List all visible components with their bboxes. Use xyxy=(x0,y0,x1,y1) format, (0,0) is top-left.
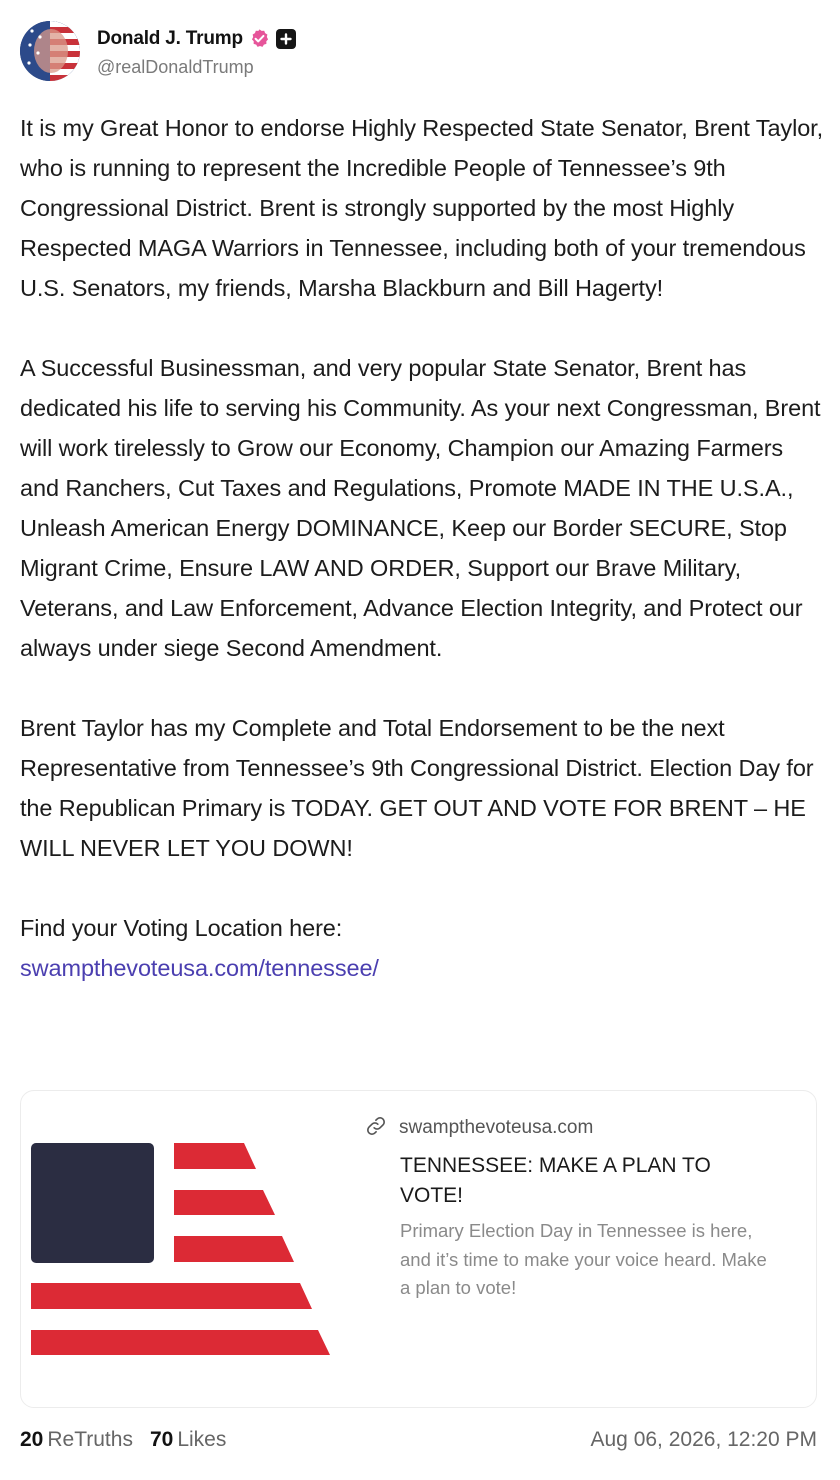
link-card-description: Primary Election Day in Tennessee is here, and it’s time to make your voice heard. Make a plan to vote! xyxy=(400,1220,767,1298)
author-name[interactable]: Donald J. Trump xyxy=(97,27,243,49)
post-header xyxy=(20,20,296,82)
post-stats xyxy=(20,1428,243,1452)
author-info xyxy=(97,25,296,78)
post-paragraph-2: A Successful Businessman, and very popular State Senator, Brent has dedicated his life to serving his Community. As your next Congressman, Brent will work tirelessly to Grow our Economy, Champion our Amazing Farmers and Ranchers, Cut Taxes and Regulations, Promote MADE IN THE U.S.A., Unleash American Energy DOMINANCE, Keep our Border SECURE, Stop Migrant Crime, Ensure LAW AND ORDER, Support our Brave Military, Veterans, and Law Enforcement, Advance Election Integrity, and Protect our always under siege Second Amendment. xyxy=(20,355,821,661)
post-paragraph-3: Brent Taylor has my Complete and Total Endorsement to be the next Representative from Tennessee’s 9th Congressional District. Election Day for the Republican Primary is TODAY. GET OUT AND VOTE FOR BRENT – HE WILL NEVER LET YOU DOWN! xyxy=(20,715,814,861)
link-icon xyxy=(365,1115,387,1142)
likes-stat[interactable] xyxy=(150,1428,226,1452)
voting-location-link[interactable]: swampthevoteusa.com/tennessee/ xyxy=(20,955,379,981)
likes-count: 70 xyxy=(149,1428,174,1451)
retruths-stat[interactable] xyxy=(20,1428,133,1452)
link-card-title[interactable]: TENNESSEE: MAKE A PLAN TO VOTE! xyxy=(400,1154,711,1207)
author-name-row xyxy=(97,25,296,53)
cta-text: Find your Voting Location here: xyxy=(20,915,343,941)
likes-label: Likes xyxy=(177,1428,227,1451)
link-card-domain-row xyxy=(365,1117,785,1139)
post-cta xyxy=(20,908,825,988)
link-card-domain: swampthevoteusa.com xyxy=(399,1117,594,1138)
retruths-label: ReTruths xyxy=(47,1428,133,1451)
post-timestamp[interactable]: Aug 06, 2026, 12:20 PM xyxy=(590,1428,817,1451)
post-footer xyxy=(20,1424,817,1456)
plus-square-icon xyxy=(276,29,296,49)
flag-logo-image xyxy=(31,1143,331,1355)
link-preview-card[interactable] xyxy=(20,1090,817,1408)
avatar[interactable] xyxy=(20,21,80,81)
author-handle[interactable]: @realDonaldTrump xyxy=(97,56,254,77)
post-body xyxy=(20,108,825,988)
link-card-info xyxy=(365,1117,785,1303)
retruths-count: 20 xyxy=(20,1428,44,1451)
verified-badge-icon xyxy=(249,28,270,49)
post-paragraph-1: It is my Great Honor to endorse Highly Respected State Senator, Brent Taylor, who is running to represent the Incredible People of Tennessee’s 9th Congressional District. Brent is strongly supported by the most Highly Respected MAGA Warriors in Tennessee, including both of your tremendous U.S. Senators, my friends, Marsha Blackburn and Bill Hagerty! xyxy=(20,115,824,301)
